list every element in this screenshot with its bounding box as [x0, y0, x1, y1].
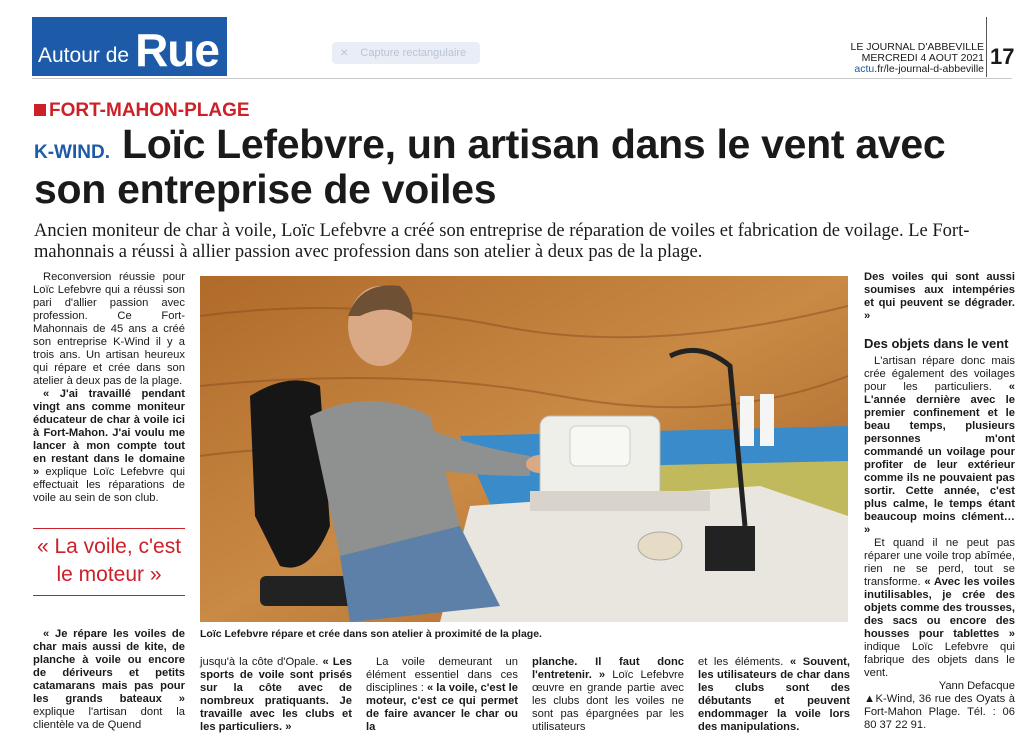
column-4: [532, 656, 684, 734]
col5-start: et les éléments.: [698, 656, 790, 668]
location-square-icon: [34, 104, 46, 116]
page-number: 17: [990, 44, 1015, 69]
article-title: Loïc Lefebvre, un artisan dans le vent avec son entreprise de voiles: [34, 121, 946, 212]
col2-bold: « Les sports de voile sont prisés sur la côte avec de nombreux pratiquants. Je travaille avec les clubs et les particuliers. »: [200, 656, 352, 733]
site-suffix: .fr/le-journal-d-abbeville: [874, 63, 984, 75]
rubric-small-label: Autour de: [38, 44, 130, 67]
capture-overlay-label: Capture rectangulaire: [360, 47, 467, 59]
column-5: [698, 656, 850, 734]
article-lead: Ancien moniteur de char à voile, Loïc Lefebvre a créé son entreprise de réparation de voiles et fabrication de voilage. Le Fort-mahonnais a réussi à allier passion avec profession dans son atelier à deux pas de la plage.: [34, 221, 970, 262]
capture-icon: ✕: [340, 47, 349, 59]
workshop-photo-illustration: [200, 276, 848, 622]
site-link[interactable]: [850, 64, 984, 75]
col3-paragraph: [366, 656, 518, 734]
col1b-rest: explique l'artisan dont la clientèle va de Quend: [33, 706, 185, 731]
col5-bold: « Souvent, les utilisateurs de char dans les clubs sont des débutants et peuvent endommager la voile lors des manipulations.: [698, 656, 850, 733]
col6-p2-bold: « Avec les voiles inutilisables, je crée des objets comme des trousses, des sacs ou encore des housses pour tablettes »: [864, 576, 1016, 640]
col2-paragraph: [200, 656, 352, 734]
contact-info: ▲K-Wind, 36 rue des Oyats à Fort-Mahon Plage. Tél. : 06 80 37 22 91.: [864, 693, 1015, 731]
col1b-bold: « Je répare les voiles de char mais aussi de kite, de planche à voile ou encore de dériveurs et petits catamarans mais pas pour les grands bateaux »: [33, 628, 185, 705]
capture-overlay[interactable]: [332, 42, 480, 64]
col4-paragraph: [532, 656, 684, 734]
col1-paragraph-2: [33, 388, 185, 505]
col5-paragraph: [698, 656, 850, 734]
col3-bold: « la voile, c'est le moteur, c'est ce qui permet de faire avancer le char ou la: [366, 682, 518, 733]
col4-rest: Loïc Lefebvre œuvre en grande partie avec les clubs dont les voiles ne sont pas épargnées par les utilisateurs: [532, 669, 684, 733]
column-2: [200, 656, 352, 734]
site-prefix: actu: [854, 63, 875, 75]
col4-bold: planche. Il faut donc l'entretenir. »: [532, 656, 684, 681]
subheading: Des objets dans le vent: [864, 336, 1009, 351]
col6-paragraph-2: [864, 537, 1015, 680]
byline: Yann Defacque: [938, 680, 1015, 692]
photo-caption: Loïc Lefebvre répare et crée dans son atelier à proximité de la plage.: [200, 628, 542, 640]
section-rubric: [32, 17, 227, 76]
article-photo: [200, 276, 848, 622]
location-text: FORT-MAHON-PLAGE: [49, 100, 250, 121]
column-3: [366, 656, 518, 734]
header-divider: [986, 17, 987, 77]
header-rule: [32, 78, 1012, 79]
col1-paragraph-1: Reconversion réussie pour Loïc Lefebvre qui a réussi son pari d'allier passion avec profession. Ce Fort-Mahonnais de 45 ans a créé son entreprise K-Wind il y a trois ans. Un artisan heureux qui répare et crée dans son atelier à deux pas de la plage.: [33, 271, 185, 387]
col6-p2: Et quand il ne peut pas réparer une voile trop abîmée, rien ne se perd, tout se transforme.: [864, 537, 1015, 588]
col6-paragraph-1: [864, 355, 1015, 537]
col6-p1-bold: « L'année dernière avec le premier confinement et le beau temps, plusieurs personnes m'ont commandé un voilage pour profiter de leur extérieur comme ils ne pouvaient pas sortir. Cette année, c'est plus calme, le temps étant beaucoup moins clément… »: [864, 381, 1015, 536]
col6-p2-rest: indique Loïc Lefebvre qui fabrique des objets dans le vent.: [864, 641, 1015, 679]
column-1: [33, 271, 185, 505]
column-1-bottom: [33, 628, 185, 732]
col1-quote-rest: explique Loïc Lefebvre qui effectuait les réparations de voile au sein de son club.: [33, 466, 185, 504]
col2-start: jusqu'à la côte d'Opale.: [200, 656, 323, 668]
article-kicker: K-WIND.: [34, 142, 110, 163]
col6-top-bold: Des voiles qui sont aussi soumises aux intempéries et qui peuvent se dégrader. »: [864, 271, 1015, 322]
location-label: [34, 100, 250, 122]
col3-start: La voile demeurant un élément essentiel dans ces disciplines :: [366, 656, 518, 694]
paper-name: LE JOURNAL D'ABBEVILLE: [850, 41, 984, 53]
col6-p1: L'artisan répare donc mais crée également des voilages pour les particuliers.: [864, 355, 1015, 393]
rubric-big-label: Rue: [135, 24, 219, 76]
masthead: [850, 42, 984, 75]
col1-quote-bold: « J'ai travaillé pendant vingt ans comme moniteur éducateur de char à voile ici à Fort-Mahon. J'ai voulu me lancer à mon compte tout en restant dans le domaine »: [33, 388, 185, 478]
issue-date: MERCREDI 4 AOUT 2021: [861, 52, 984, 64]
col1b-paragraph: [33, 628, 185, 732]
pull-quote: « La voile, c'est le moteur »: [33, 528, 185, 596]
column-6: [864, 271, 1015, 732]
